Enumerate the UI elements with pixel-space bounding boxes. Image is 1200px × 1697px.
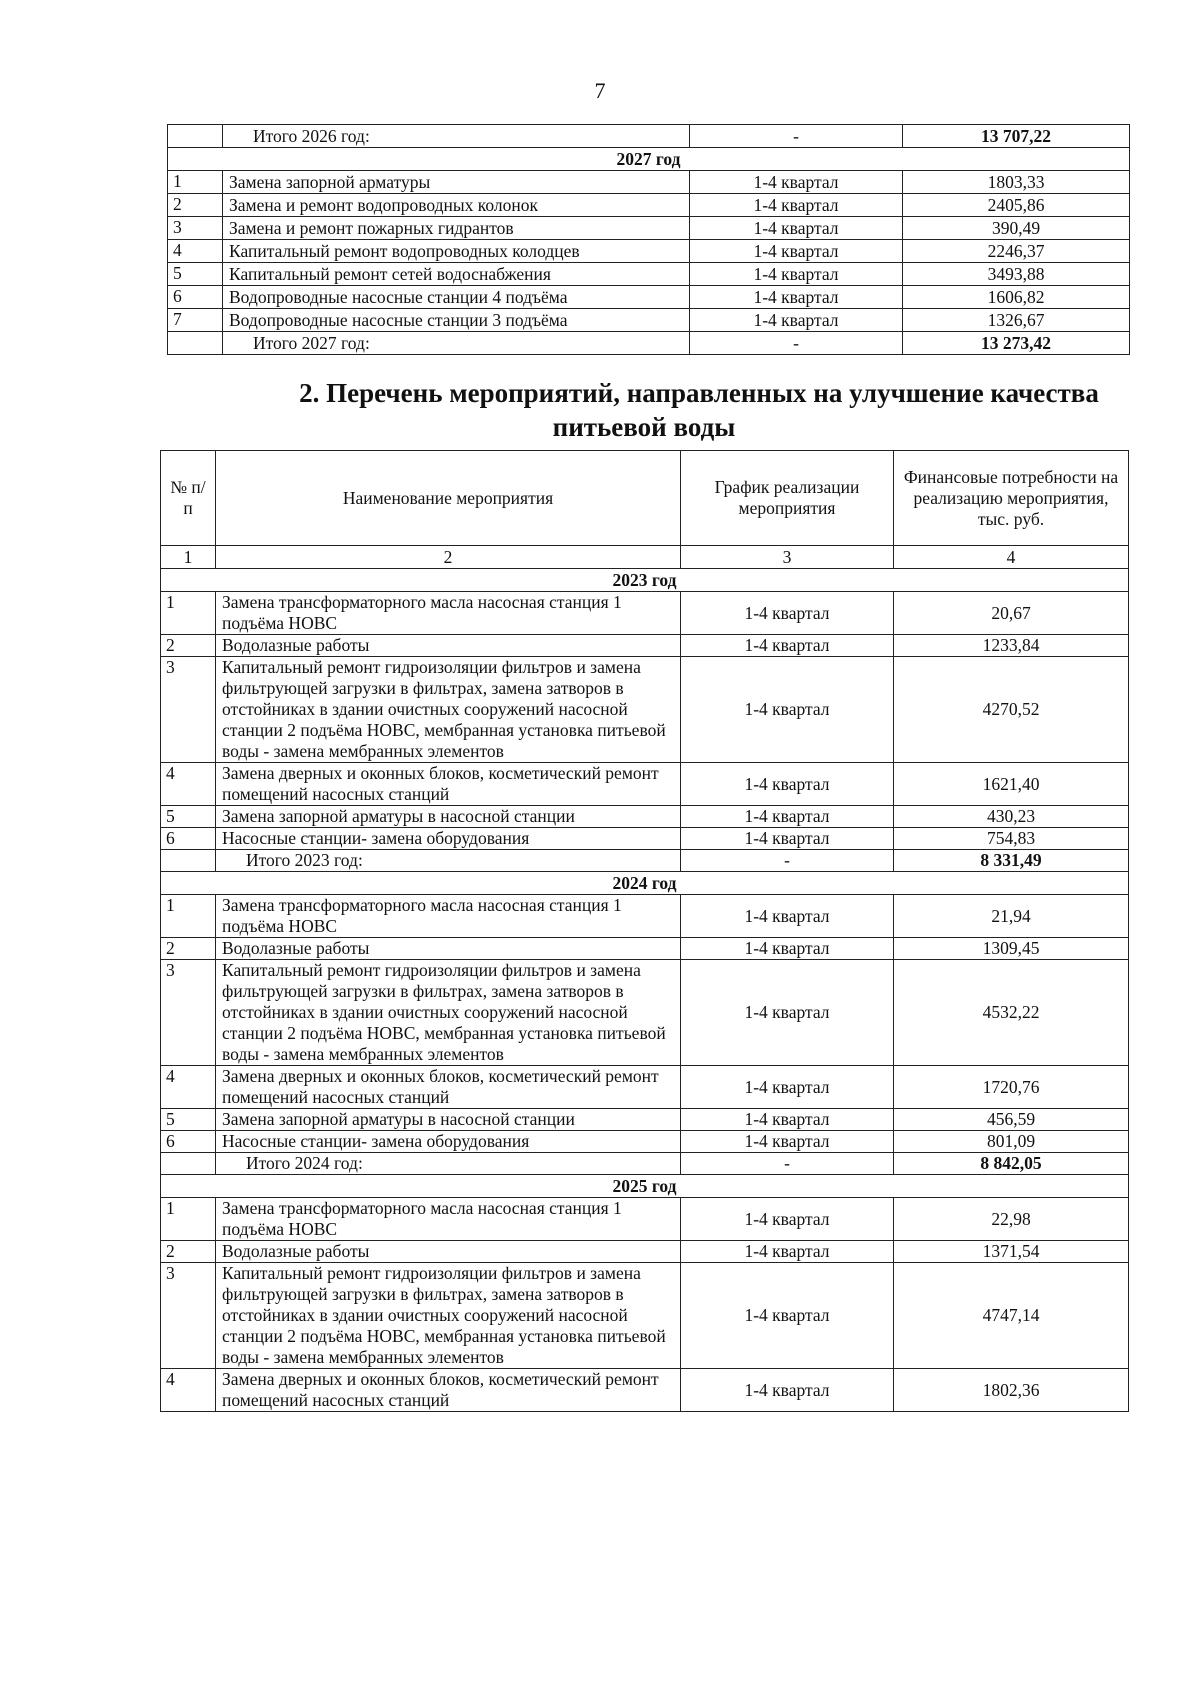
- table-row: [161, 1131, 1129, 1153]
- row-schedule: 1-4 квартал: [681, 592, 894, 635]
- row-name: Капитальный ремонт сетей водоснабжения: [223, 263, 690, 286]
- row-number: 6: [161, 1131, 216, 1153]
- row-number: 2: [161, 938, 216, 960]
- year-label: 2025 год: [161, 1175, 1129, 1198]
- row-name: Замена запорной арматуры: [223, 171, 690, 194]
- table-row: [161, 1263, 1129, 1369]
- row-number: 4: [161, 1369, 216, 1412]
- row-number: 1: [161, 895, 216, 938]
- row-amount: 4270,52: [894, 657, 1129, 763]
- column-index-row: [161, 546, 1129, 569]
- row-name: Замена дверных и оконных блоков, косметический ремонт помещений насосных станций: [216, 1369, 681, 1412]
- row-name: Водолазные работы: [216, 635, 681, 657]
- row-schedule: 1-4 квартал: [681, 895, 894, 938]
- total-amount: 13 707,22: [903, 125, 1130, 148]
- table-row: [161, 1369, 1129, 1412]
- row-number: 1: [161, 592, 216, 635]
- column-index: 1: [161, 546, 216, 569]
- table-row: [161, 1066, 1129, 1109]
- row-amount: 801,09: [894, 1131, 1129, 1153]
- table-row: [161, 592, 1129, 635]
- row-amount: 1621,40: [894, 763, 1129, 806]
- table-row: [161, 1198, 1129, 1241]
- row-number: 4: [161, 1066, 216, 1109]
- row-name: Замена дверных и оконных блоков, косметический ремонт помещений насосных станций: [216, 763, 681, 806]
- row-amount: 22,98: [894, 1198, 1129, 1241]
- row-schedule: 1-4 квартал: [681, 657, 894, 763]
- row-number: 6: [168, 286, 223, 309]
- row-number: 4: [161, 763, 216, 806]
- row-schedule: 1-4 квартал: [681, 828, 894, 850]
- total-amount: 8 842,05: [894, 1153, 1129, 1175]
- row-name: Капитальный ремонт водопроводных колодцев: [223, 240, 690, 263]
- table-row: [161, 895, 1129, 938]
- row-name: Замена и ремонт водопроводных колонок: [223, 194, 690, 217]
- table-row: [161, 960, 1129, 1066]
- table-row: [161, 763, 1129, 806]
- row-amount: 1326,67: [903, 309, 1130, 332]
- row-amount: 754,83: [894, 828, 1129, 850]
- total-row: [161, 850, 1129, 872]
- row-number: 7: [168, 309, 223, 332]
- row-schedule: 1-4 квартал: [681, 960, 894, 1066]
- row-number: 1: [168, 171, 223, 194]
- total-label: Итого 2027 год:: [223, 332, 690, 355]
- row-amount: 2246,37: [903, 240, 1130, 263]
- table-row: [161, 938, 1129, 960]
- row-amount: 3493,88: [903, 263, 1130, 286]
- row-schedule: 1-4 квартал: [681, 1131, 894, 1153]
- table-row: [161, 657, 1129, 763]
- row-schedule: 1-4 квартал: [690, 217, 903, 240]
- row-number: 3: [161, 1263, 216, 1369]
- column-index: 3: [681, 546, 894, 569]
- row-amount: 4747,14: [894, 1263, 1129, 1369]
- row-amount: 1233,84: [894, 635, 1129, 657]
- table-row: [161, 806, 1129, 828]
- row-schedule: 1-4 квартал: [681, 763, 894, 806]
- total-row-2026: [168, 125, 1130, 148]
- row-schedule: 1-4 квартал: [681, 1241, 894, 1263]
- row-name: Капитальный ремонт гидроизоляции фильтров и замена фильтрующей загрузки в фильтрах, замена затворов в отстойниках в здании очистных сооружений насосной станции 2 подъёма НОВС, мембранная установка питьевой воды - замена мембранных элементов: [216, 960, 681, 1066]
- header-row: [161, 451, 1129, 546]
- table-row: [168, 217, 1130, 240]
- row-name: Замена трансформаторного масла насосная станция 1 подъёма НОВС: [216, 895, 681, 938]
- table-row: [161, 1241, 1129, 1263]
- row-number: 5: [168, 263, 223, 286]
- row-name: Замена запорной арматуры в насосной станции: [216, 806, 681, 828]
- row-schedule: 1-4 квартал: [681, 1198, 894, 1241]
- works-table-continued: [167, 124, 1130, 355]
- row-amount: 1802,36: [894, 1369, 1129, 1412]
- row-amount: 4532,22: [894, 960, 1129, 1066]
- row-name: Замена трансформаторного масла насосная станция 1 подъёма НОВС: [216, 592, 681, 635]
- row-name: Замена трансформаторного масла насосная станция 1 подъёма НОВС: [216, 1198, 681, 1241]
- table-row: [168, 240, 1130, 263]
- row-amount: 1720,76: [894, 1066, 1129, 1109]
- table-row: [168, 263, 1130, 286]
- row-schedule: 1-4 квартал: [681, 806, 894, 828]
- row-amount: 390,49: [903, 217, 1130, 240]
- table-row: [161, 828, 1129, 850]
- row-amount: 1309,45: [894, 938, 1129, 960]
- total-label: Итого 2024 год:: [216, 1153, 681, 1175]
- row-number: 3: [168, 217, 223, 240]
- row-number: 3: [161, 657, 216, 763]
- row-number: 6: [161, 828, 216, 850]
- row-amount: 20,67: [894, 592, 1129, 635]
- section-title: [160, 376, 1128, 444]
- row-schedule: 1-4 квартал: [690, 194, 903, 217]
- row-number: 3: [161, 960, 216, 1066]
- table-row: [168, 194, 1130, 217]
- row-amount: 1606,82: [903, 286, 1130, 309]
- row-name: Замена дверных и оконных блоков, косметический ремонт помещений насосных станций: [216, 1066, 681, 1109]
- total-schedule: -: [681, 1153, 894, 1175]
- total-amount: 8 331,49: [894, 850, 1129, 872]
- row-schedule: 1-4 квартал: [681, 1263, 894, 1369]
- row-name: Замена запорной арматуры в насосной станции: [216, 1109, 681, 1131]
- total-schedule: -: [690, 125, 903, 148]
- row-name: Капитальный ремонт гидроизоляции фильтров и замена фильтрующей загрузки в фильтрах, замена затворов в отстойниках в здании очистных сооружений насосной станции 2 подъёма НОВС, мембранная установка питьевой воды - замена мембранных элементов: [216, 1263, 681, 1369]
- row-name: Водопроводные насосные станции 3 подъёма: [223, 309, 690, 332]
- section-title-line2: питьевой воды: [552, 412, 736, 442]
- row-amount: 430,23: [894, 806, 1129, 828]
- year-label: 2023 год: [161, 569, 1129, 592]
- row-name: Водолазные работы: [216, 1241, 681, 1263]
- header-schedule: График реализации мероприятия: [681, 451, 894, 546]
- year-row-2027: [168, 148, 1130, 171]
- total-row: [161, 1153, 1129, 1175]
- table-row: [168, 286, 1130, 309]
- row-name: Насосные станции- замена оборудования: [216, 1131, 681, 1153]
- year-row: [161, 1175, 1129, 1198]
- row-schedule: 1-4 квартал: [690, 263, 903, 286]
- year-row: [161, 872, 1129, 895]
- section-title-line1: 2. Перечень мероприятий, направленных на улучшение качества: [299, 378, 1099, 408]
- year-label: 2027 год: [168, 148, 1130, 171]
- row-name: Водопроводные насосные станции 4 подъёма: [223, 286, 690, 309]
- header-name: Наименование мероприятия: [216, 451, 681, 546]
- header-finance: Финансовые потребности на реализацию мероприятия, тыс. руб.: [894, 451, 1129, 546]
- table-row: [168, 309, 1130, 332]
- row-schedule: 1-4 квартал: [690, 286, 903, 309]
- row-amount: 21,94: [894, 895, 1129, 938]
- row-name: Капитальный ремонт гидроизоляции фильтров и замена фильтрующей загрузки в фильтрах, замена затворов в отстойниках в здании очистных сооружений насосной станции 2 подъёма НОВС, мембранная установка питьевой воды - замена мембранных элементов: [216, 657, 681, 763]
- row-schedule: 1-4 квартал: [690, 171, 903, 194]
- row-number: 2: [161, 1241, 216, 1263]
- row-name: Водолазные работы: [216, 938, 681, 960]
- year-label: 2024 год: [161, 872, 1129, 895]
- water-quality-measures-table: [160, 450, 1129, 1412]
- row-number: 2: [168, 194, 223, 217]
- row-amount: 2405,86: [903, 194, 1130, 217]
- total-schedule: -: [690, 332, 903, 355]
- total-schedule: -: [681, 850, 894, 872]
- row-schedule: 1-4 квартал: [690, 309, 903, 332]
- column-index: 4: [894, 546, 1129, 569]
- table-row: [161, 1109, 1129, 1131]
- row-schedule: 1-4 квартал: [681, 635, 894, 657]
- row-schedule: 1-4 квартал: [681, 1369, 894, 1412]
- row-number: 5: [161, 1109, 216, 1131]
- row-number: 2: [161, 635, 216, 657]
- row-schedule: 1-4 квартал: [681, 1066, 894, 1109]
- row-schedule: 1-4 квартал: [681, 1109, 894, 1131]
- row-amount: 1803,33: [903, 171, 1130, 194]
- total-label: Итого 2023 год:: [216, 850, 681, 872]
- table-row: [168, 171, 1130, 194]
- row-name: Насосные станции- замена оборудования: [216, 828, 681, 850]
- row-number: 1: [161, 1198, 216, 1241]
- total-row-2027: [168, 332, 1130, 355]
- page-number: 7: [594, 78, 606, 103]
- table-row: [161, 635, 1129, 657]
- row-name: Замена и ремонт пожарных гидрантов: [223, 217, 690, 240]
- row-amount: 1371,54: [894, 1241, 1129, 1263]
- column-index: 2: [216, 546, 681, 569]
- row-amount: 456,59: [894, 1109, 1129, 1131]
- row-number: 4: [168, 240, 223, 263]
- total-label: Итого 2026 год:: [223, 125, 690, 148]
- header-num: № п/п: [161, 451, 216, 546]
- row-schedule: 1-4 квартал: [690, 240, 903, 263]
- row-number: 5: [161, 806, 216, 828]
- total-amount: 13 273,42: [903, 332, 1130, 355]
- row-schedule: 1-4 квартал: [681, 938, 894, 960]
- year-row: [161, 569, 1129, 592]
